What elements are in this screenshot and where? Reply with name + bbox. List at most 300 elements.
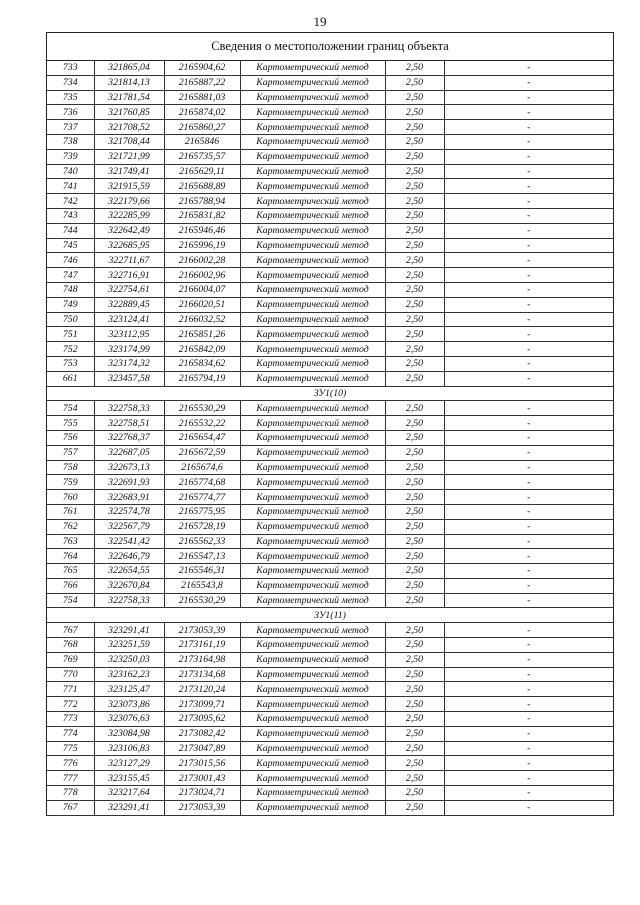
y-coordinate-cell: 2173001,43 xyxy=(164,771,240,786)
method-cell: Картометрический метод xyxy=(240,593,385,608)
y-coordinate-cell: 2173053,39 xyxy=(164,800,240,815)
accuracy-cell: 2,50 xyxy=(385,194,444,209)
accuracy-cell: 2,50 xyxy=(385,61,444,75)
table-row xyxy=(47,416,613,431)
accuracy-cell: 2,50 xyxy=(385,504,444,519)
accuracy-cell: 2,50 xyxy=(385,741,444,756)
point-number-cell: 775 xyxy=(47,741,94,756)
method-cell: Картометрический метод xyxy=(240,90,385,105)
table-row xyxy=(47,342,613,357)
y-coordinate-cell: 2165831,82 xyxy=(164,208,240,223)
method-cell: Картометрический метод xyxy=(240,564,385,579)
method-cell: Картометрический метод xyxy=(240,756,385,771)
point-number-cell: 738 xyxy=(47,134,94,149)
accuracy-cell: 2,50 xyxy=(385,771,444,786)
table-row xyxy=(47,134,613,149)
y-coordinate-cell: 2165674,6 xyxy=(164,460,240,475)
x-coordinate-cell: 322654,55 xyxy=(94,564,164,579)
y-coordinate-cell: 2166002,96 xyxy=(164,268,240,283)
x-coordinate-cell: 322567,79 xyxy=(94,519,164,534)
note-cell: - xyxy=(444,223,613,238)
x-coordinate-cell: 321708,44 xyxy=(94,134,164,149)
x-coordinate-cell: 322574,78 xyxy=(94,504,164,519)
table-body xyxy=(47,61,613,815)
accuracy-cell: 2,50 xyxy=(385,623,444,638)
y-coordinate-cell: 2165775,95 xyxy=(164,504,240,519)
accuracy-cell: 2,50 xyxy=(385,342,444,357)
point-number-cell: 772 xyxy=(47,697,94,712)
x-coordinate-cell: 322691,93 xyxy=(94,475,164,490)
point-number-cell: 742 xyxy=(47,194,94,209)
table-row xyxy=(47,401,613,416)
table-row xyxy=(47,282,613,297)
table-row xyxy=(47,312,613,327)
y-coordinate-cell: 2173164,98 xyxy=(164,652,240,667)
point-number-cell: 734 xyxy=(47,75,94,90)
note-cell: - xyxy=(444,342,613,357)
accuracy-cell: 2,50 xyxy=(385,786,444,801)
note-cell: - xyxy=(444,105,613,120)
x-coordinate-cell: 322285,99 xyxy=(94,208,164,223)
method-cell: Картометрический метод xyxy=(240,342,385,357)
method-cell: Картометрический метод xyxy=(240,253,385,268)
table-row xyxy=(47,490,613,505)
method-cell: Картометрический метод xyxy=(240,667,385,682)
y-coordinate-cell: 2173015,56 xyxy=(164,756,240,771)
note-cell: - xyxy=(444,638,613,653)
method-cell: Картометрический метод xyxy=(240,652,385,667)
method-cell: Картометрический метод xyxy=(240,327,385,342)
accuracy-cell: 2,50 xyxy=(385,445,444,460)
table-row xyxy=(47,756,613,771)
point-number-cell: 743 xyxy=(47,208,94,223)
note-cell: - xyxy=(444,164,613,179)
y-coordinate-cell: 2165774,68 xyxy=(164,475,240,490)
table-row xyxy=(47,179,613,194)
y-coordinate-cell: 2165874,02 xyxy=(164,105,240,120)
table-row xyxy=(47,356,613,371)
method-cell: Картометрический метод xyxy=(240,75,385,90)
y-coordinate-cell: 2165532,22 xyxy=(164,416,240,431)
accuracy-cell: 2,50 xyxy=(385,726,444,741)
x-coordinate-cell: 323073,86 xyxy=(94,697,164,712)
point-number-cell: 746 xyxy=(47,253,94,268)
note-cell: - xyxy=(444,578,613,593)
section-label: ЗУ1(10) xyxy=(47,386,613,401)
point-number-cell: 737 xyxy=(47,120,94,135)
accuracy-cell: 2,50 xyxy=(385,564,444,579)
section-header-row xyxy=(47,386,613,401)
note-cell: - xyxy=(444,504,613,519)
table-row xyxy=(47,504,613,519)
table-row xyxy=(47,371,613,386)
y-coordinate-cell: 2173024,71 xyxy=(164,786,240,801)
point-number-cell: 770 xyxy=(47,667,94,682)
note-cell: - xyxy=(444,282,613,297)
y-coordinate-cell: 2165728,19 xyxy=(164,519,240,534)
point-number-cell: 778 xyxy=(47,786,94,801)
x-coordinate-cell: 322754,61 xyxy=(94,282,164,297)
table-row xyxy=(47,268,613,283)
table-row xyxy=(47,534,613,549)
x-coordinate-cell: 323457,58 xyxy=(94,371,164,386)
table-row xyxy=(47,253,613,268)
method-cell: Картометрический метод xyxy=(240,549,385,564)
note-cell: - xyxy=(444,623,613,638)
method-cell: Картометрический метод xyxy=(240,475,385,490)
y-coordinate-cell: 2166004,07 xyxy=(164,282,240,297)
accuracy-cell: 2,50 xyxy=(385,416,444,431)
method-cell: Картометрический метод xyxy=(240,682,385,697)
y-coordinate-cell: 2165688,89 xyxy=(164,179,240,194)
accuracy-cell: 2,50 xyxy=(385,578,444,593)
y-coordinate-cell: 2165794,19 xyxy=(164,371,240,386)
note-cell: - xyxy=(444,549,613,564)
accuracy-cell: 2,50 xyxy=(385,356,444,371)
point-number-cell: 741 xyxy=(47,179,94,194)
table-row xyxy=(47,771,613,786)
table-row xyxy=(47,786,613,801)
x-coordinate-cell: 322758,33 xyxy=(94,593,164,608)
note-cell: - xyxy=(444,61,613,75)
x-coordinate-cell: 322768,37 xyxy=(94,430,164,445)
y-coordinate-cell: 2173095,62 xyxy=(164,712,240,727)
method-cell: Картометрический метод xyxy=(240,105,385,120)
x-coordinate-cell: 322683,91 xyxy=(94,490,164,505)
x-coordinate-cell: 323125,47 xyxy=(94,682,164,697)
method-cell: Картометрический метод xyxy=(240,312,385,327)
accuracy-cell: 2,50 xyxy=(385,90,444,105)
x-coordinate-cell: 321814,13 xyxy=(94,75,164,90)
accuracy-cell: 2,50 xyxy=(385,105,444,120)
y-coordinate-cell: 2165887,22 xyxy=(164,75,240,90)
point-number-cell: 763 xyxy=(47,534,94,549)
point-number-cell: 736 xyxy=(47,105,94,120)
accuracy-cell: 2,50 xyxy=(385,401,444,416)
note-cell: - xyxy=(444,475,613,490)
point-number-cell: 747 xyxy=(47,268,94,283)
table-row xyxy=(47,90,613,105)
x-coordinate-cell: 323124,41 xyxy=(94,312,164,327)
x-coordinate-cell: 323076,63 xyxy=(94,712,164,727)
x-coordinate-cell: 323291,41 xyxy=(94,800,164,815)
accuracy-cell: 2,50 xyxy=(385,475,444,490)
table-row xyxy=(47,519,613,534)
method-cell: Картометрический метод xyxy=(240,460,385,475)
y-coordinate-cell: 2165842,09 xyxy=(164,342,240,357)
y-coordinate-cell: 2165834,62 xyxy=(164,356,240,371)
y-coordinate-cell: 2165846 xyxy=(164,134,240,149)
y-coordinate-cell: 2165946,46 xyxy=(164,223,240,238)
accuracy-cell: 2,50 xyxy=(385,238,444,253)
point-number-cell: 757 xyxy=(47,445,94,460)
note-cell: - xyxy=(444,534,613,549)
y-coordinate-cell: 2165654,47 xyxy=(164,430,240,445)
x-coordinate-cell: 323127,29 xyxy=(94,756,164,771)
method-cell: Картометрический метод xyxy=(240,61,385,75)
x-coordinate-cell: 322673,13 xyxy=(94,460,164,475)
x-coordinate-cell: 321721,99 xyxy=(94,149,164,164)
note-cell: - xyxy=(444,519,613,534)
accuracy-cell: 2,50 xyxy=(385,208,444,223)
point-number-cell: 758 xyxy=(47,460,94,475)
note-cell: - xyxy=(444,327,613,342)
x-coordinate-cell: 322646,79 xyxy=(94,549,164,564)
x-coordinate-cell: 322670,84 xyxy=(94,578,164,593)
y-coordinate-cell: 2165547,13 xyxy=(164,549,240,564)
x-coordinate-cell: 323106,83 xyxy=(94,741,164,756)
y-coordinate-cell: 2165543,8 xyxy=(164,578,240,593)
note-cell: - xyxy=(444,712,613,727)
x-coordinate-cell: 322716,91 xyxy=(94,268,164,283)
accuracy-cell: 2,50 xyxy=(385,430,444,445)
y-coordinate-cell: 2165904,62 xyxy=(164,61,240,75)
note-cell: - xyxy=(444,445,613,460)
point-number-cell: 761 xyxy=(47,504,94,519)
point-number-cell: 740 xyxy=(47,164,94,179)
section-header-row xyxy=(47,608,613,623)
note-cell: - xyxy=(444,312,613,327)
table-row xyxy=(47,623,613,638)
method-cell: Картометрический метод xyxy=(240,179,385,194)
y-coordinate-cell: 2165546,31 xyxy=(164,564,240,579)
table-row xyxy=(47,564,613,579)
x-coordinate-cell: 322889,45 xyxy=(94,297,164,312)
point-number-cell: 759 xyxy=(47,475,94,490)
y-coordinate-cell: 2166020,51 xyxy=(164,297,240,312)
method-cell: Картометрический метод xyxy=(240,282,385,297)
x-coordinate-cell: 321865,04 xyxy=(94,61,164,75)
accuracy-cell: 2,50 xyxy=(385,800,444,815)
method-cell: Картометрический метод xyxy=(240,786,385,801)
accuracy-cell: 2,50 xyxy=(385,327,444,342)
method-cell: Картометрический метод xyxy=(240,134,385,149)
y-coordinate-cell: 2173082,42 xyxy=(164,726,240,741)
note-cell: - xyxy=(444,667,613,682)
x-coordinate-cell: 321781,54 xyxy=(94,90,164,105)
note-cell: - xyxy=(444,741,613,756)
note-cell: - xyxy=(444,75,613,90)
table-row xyxy=(47,208,613,223)
accuracy-cell: 2,50 xyxy=(385,312,444,327)
note-cell: - xyxy=(444,356,613,371)
note-cell: - xyxy=(444,268,613,283)
note-cell: - xyxy=(444,800,613,815)
table-row xyxy=(47,741,613,756)
accuracy-cell: 2,50 xyxy=(385,460,444,475)
y-coordinate-cell: 2173053,39 xyxy=(164,623,240,638)
x-coordinate-cell: 323162,23 xyxy=(94,667,164,682)
table-row xyxy=(47,697,613,712)
x-coordinate-cell: 322642,49 xyxy=(94,223,164,238)
x-coordinate-cell: 323217,64 xyxy=(94,786,164,801)
note-cell: - xyxy=(444,134,613,149)
note-cell: - xyxy=(444,194,613,209)
point-number-cell: 771 xyxy=(47,682,94,697)
note-cell: - xyxy=(444,238,613,253)
table-title: Сведения о местоположении границ объекта xyxy=(47,33,613,61)
note-cell: - xyxy=(444,682,613,697)
y-coordinate-cell: 2165788,94 xyxy=(164,194,240,209)
y-coordinate-cell: 2173134,68 xyxy=(164,667,240,682)
page-number: 19 xyxy=(313,14,327,29)
accuracy-cell: 2,50 xyxy=(385,179,444,194)
note-cell: - xyxy=(444,771,613,786)
table-row xyxy=(47,712,613,727)
method-cell: Картометрический метод xyxy=(240,371,385,386)
y-coordinate-cell: 2165530,29 xyxy=(164,401,240,416)
point-number-cell: 767 xyxy=(47,800,94,815)
table-row xyxy=(47,682,613,697)
method-cell: Картометрический метод xyxy=(240,268,385,283)
x-coordinate-cell: 323250,03 xyxy=(94,652,164,667)
table-row xyxy=(47,61,613,75)
note-cell: - xyxy=(444,490,613,505)
x-coordinate-cell: 321915,59 xyxy=(94,179,164,194)
coordinates-table xyxy=(47,61,613,816)
y-coordinate-cell: 2165774,77 xyxy=(164,490,240,505)
x-coordinate-cell: 323112,95 xyxy=(94,327,164,342)
accuracy-cell: 2,50 xyxy=(385,549,444,564)
table-row xyxy=(47,445,613,460)
method-cell: Картометрический метод xyxy=(240,697,385,712)
x-coordinate-cell: 322179,66 xyxy=(94,194,164,209)
note-cell: - xyxy=(444,460,613,475)
accuracy-cell: 2,50 xyxy=(385,282,444,297)
x-coordinate-cell: 322758,33 xyxy=(94,401,164,416)
method-cell: Картометрический метод xyxy=(240,401,385,416)
x-coordinate-cell: 323155,45 xyxy=(94,771,164,786)
point-number-cell: 754 xyxy=(47,593,94,608)
method-cell: Картометрический метод xyxy=(240,504,385,519)
table-row xyxy=(47,460,613,475)
point-number-cell: 764 xyxy=(47,549,94,564)
table-row xyxy=(47,593,613,608)
method-cell: Картометрический метод xyxy=(240,534,385,549)
x-coordinate-cell: 321749,41 xyxy=(94,164,164,179)
method-cell: Картометрический метод xyxy=(240,297,385,312)
method-cell: Картометрический метод xyxy=(240,623,385,638)
method-cell: Картометрический метод xyxy=(240,120,385,135)
y-coordinate-cell: 2165672,59 xyxy=(164,445,240,460)
point-number-cell: 768 xyxy=(47,638,94,653)
method-cell: Картометрический метод xyxy=(240,519,385,534)
method-cell: Картометрический метод xyxy=(240,638,385,653)
y-coordinate-cell: 2165996,19 xyxy=(164,238,240,253)
accuracy-cell: 2,50 xyxy=(385,490,444,505)
method-cell: Картометрический метод xyxy=(240,578,385,593)
point-number-cell: 767 xyxy=(47,623,94,638)
note-cell: - xyxy=(444,179,613,194)
point-number-cell: 755 xyxy=(47,416,94,431)
point-number-cell: 754 xyxy=(47,401,94,416)
method-cell: Картометрический метод xyxy=(240,238,385,253)
coordinates-table-frame xyxy=(46,32,614,816)
point-number-cell: 751 xyxy=(47,327,94,342)
point-number-cell: 760 xyxy=(47,490,94,505)
accuracy-cell: 2,50 xyxy=(385,223,444,238)
note-cell: - xyxy=(444,401,613,416)
accuracy-cell: 2,50 xyxy=(385,297,444,312)
note-cell: - xyxy=(444,756,613,771)
y-coordinate-cell: 2166032,52 xyxy=(164,312,240,327)
y-coordinate-cell: 2165629,11 xyxy=(164,164,240,179)
point-number-cell: 735 xyxy=(47,90,94,105)
accuracy-cell: 2,50 xyxy=(385,268,444,283)
accuracy-cell: 2,50 xyxy=(385,712,444,727)
note-cell: - xyxy=(444,208,613,223)
method-cell: Картометрический метод xyxy=(240,800,385,815)
accuracy-cell: 2,50 xyxy=(385,519,444,534)
table-row xyxy=(47,223,613,238)
method-cell: Картометрический метод xyxy=(240,416,385,431)
note-cell: - xyxy=(444,430,613,445)
note-cell: - xyxy=(444,120,613,135)
note-cell: - xyxy=(444,149,613,164)
point-number-cell: 752 xyxy=(47,342,94,357)
table-row xyxy=(47,652,613,667)
table-row xyxy=(47,578,613,593)
point-number-cell: 749 xyxy=(47,297,94,312)
y-coordinate-cell: 2165851,26 xyxy=(164,327,240,342)
accuracy-cell: 2,50 xyxy=(385,682,444,697)
y-coordinate-cell: 2165562,33 xyxy=(164,534,240,549)
y-coordinate-cell: 2165530,29 xyxy=(164,593,240,608)
note-cell: - xyxy=(444,297,613,312)
accuracy-cell: 2,50 xyxy=(385,371,444,386)
table-row xyxy=(47,105,613,120)
table-row xyxy=(47,800,613,815)
point-number-cell: 762 xyxy=(47,519,94,534)
point-number-cell: 756 xyxy=(47,430,94,445)
x-coordinate-cell: 322541,42 xyxy=(94,534,164,549)
method-cell: Картометрический метод xyxy=(240,712,385,727)
point-number-cell: 661 xyxy=(47,371,94,386)
table-row xyxy=(47,430,613,445)
x-coordinate-cell: 322758,51 xyxy=(94,416,164,431)
x-coordinate-cell: 323084,98 xyxy=(94,726,164,741)
point-number-cell: 744 xyxy=(47,223,94,238)
note-cell: - xyxy=(444,564,613,579)
table-row xyxy=(47,726,613,741)
note-cell: - xyxy=(444,90,613,105)
method-cell: Картометрический метод xyxy=(240,771,385,786)
accuracy-cell: 2,50 xyxy=(385,756,444,771)
note-cell: - xyxy=(444,652,613,667)
point-number-cell: 773 xyxy=(47,712,94,727)
accuracy-cell: 2,50 xyxy=(385,534,444,549)
method-cell: Картометрический метод xyxy=(240,741,385,756)
method-cell: Картометрический метод xyxy=(240,149,385,164)
point-number-cell: 739 xyxy=(47,149,94,164)
accuracy-cell: 2,50 xyxy=(385,75,444,90)
accuracy-cell: 2,50 xyxy=(385,253,444,268)
method-cell: Картометрический метод xyxy=(240,430,385,445)
table-row xyxy=(47,149,613,164)
point-number-cell: 745 xyxy=(47,238,94,253)
y-coordinate-cell: 2166002,28 xyxy=(164,253,240,268)
accuracy-cell: 2,50 xyxy=(385,120,444,135)
accuracy-cell: 2,50 xyxy=(385,164,444,179)
point-number-cell: 753 xyxy=(47,356,94,371)
y-coordinate-cell: 2173161,19 xyxy=(164,638,240,653)
accuracy-cell: 2,50 xyxy=(385,149,444,164)
table-row xyxy=(47,75,613,90)
point-number-cell: 733 xyxy=(47,61,94,75)
y-coordinate-cell: 2173120,24 xyxy=(164,682,240,697)
table-row xyxy=(47,238,613,253)
accuracy-cell: 2,50 xyxy=(385,652,444,667)
